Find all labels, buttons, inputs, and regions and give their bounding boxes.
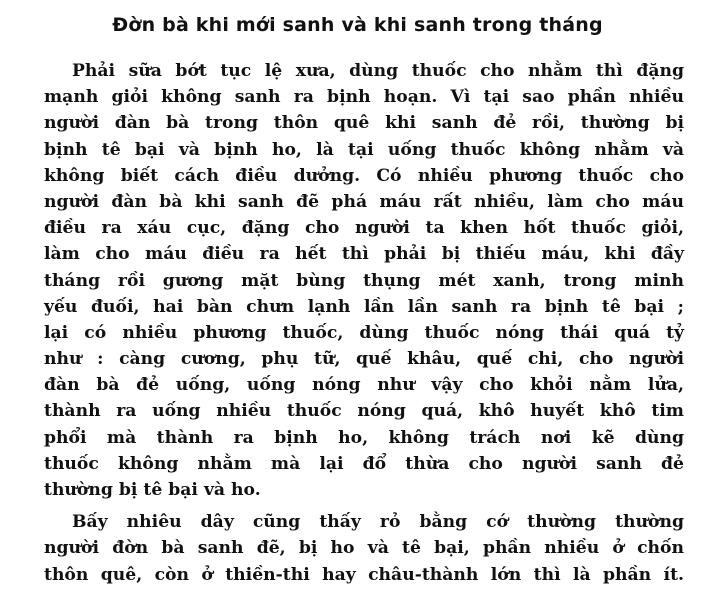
text-line: người đàn bà trong thôn quê khi sanh đẻ rồi, thường bị <box>44 113 684 134</box>
text-line: Phải sữa bớt tục lệ xưa, dùng thuốc cho nhằm thì đặng <box>72 61 684 81</box>
text-line: mạnh giỏi không sanh ra bịnh hoạn. Vì tại sao phần nhiều <box>44 87 684 108</box>
text-line: thuốc không nhằm mà lại đổ thừa cho người sanh đẻ <box>44 453 684 474</box>
text-line: bịnh tê bại và bịnh ho, là tại uống thuốc không nhằm và <box>44 139 684 160</box>
text-line: làm cho máu điều ra hết thì phải bị thiếu máu, khi đầy <box>44 244 684 265</box>
text-line: tháng rồi gương mặt bùng thụng mét xanh, trong minh <box>44 270 684 291</box>
text-line: thôn quê, còn ở thiền-thi hay châu-thành lớn thì là phần ít. <box>44 564 684 585</box>
text-line: thường bị tê bại và ho. <box>44 480 261 500</box>
text-line: không biết cách điều dưởng. Có nhiều phương thuốc cho <box>44 165 684 186</box>
text-line: người đàn bà khi sanh đẽ phá máu rất nhiều, làm cho máu <box>44 191 684 212</box>
text-line: phổi mà thành ra bịnh ho, không trách nơi kẽ dùng <box>44 427 684 448</box>
page-title: Đờn bà khi mới sanh và khi sanh trong tháng <box>112 14 603 36</box>
text-line: như : càng cương, phụ tữ, quế khâu, quế chi, cho người <box>44 349 684 370</box>
text-line: lại có nhiều phương thuốc, dùng thuốc nóng thái quá tỷ <box>44 322 684 343</box>
text-line: yếu đuối, hai bàn chưn lạnh lần lần sanh ra bịnh tê bại ; <box>44 296 684 317</box>
text-line: thành ra uống nhiều thuốc nóng quá, khô huyết khô tim <box>44 401 684 422</box>
text-line: người đờn bà sanh đẽ, bị ho và tê bại, phần nhiều ở chốn <box>44 538 684 559</box>
text-line: đàn bà đẻ uống, uống nóng như vậy cho khỏi nằm lửa, <box>44 375 684 396</box>
text-line: Bấy nhiêu dây cũng thấy rỏ bằng cớ thường thường <box>72 512 684 533</box>
text-line: điều ra xáu cục, đặng cho người ta khen hốt thuốc giỏi, <box>44 218 684 239</box>
document-body <box>44 58 684 588</box>
